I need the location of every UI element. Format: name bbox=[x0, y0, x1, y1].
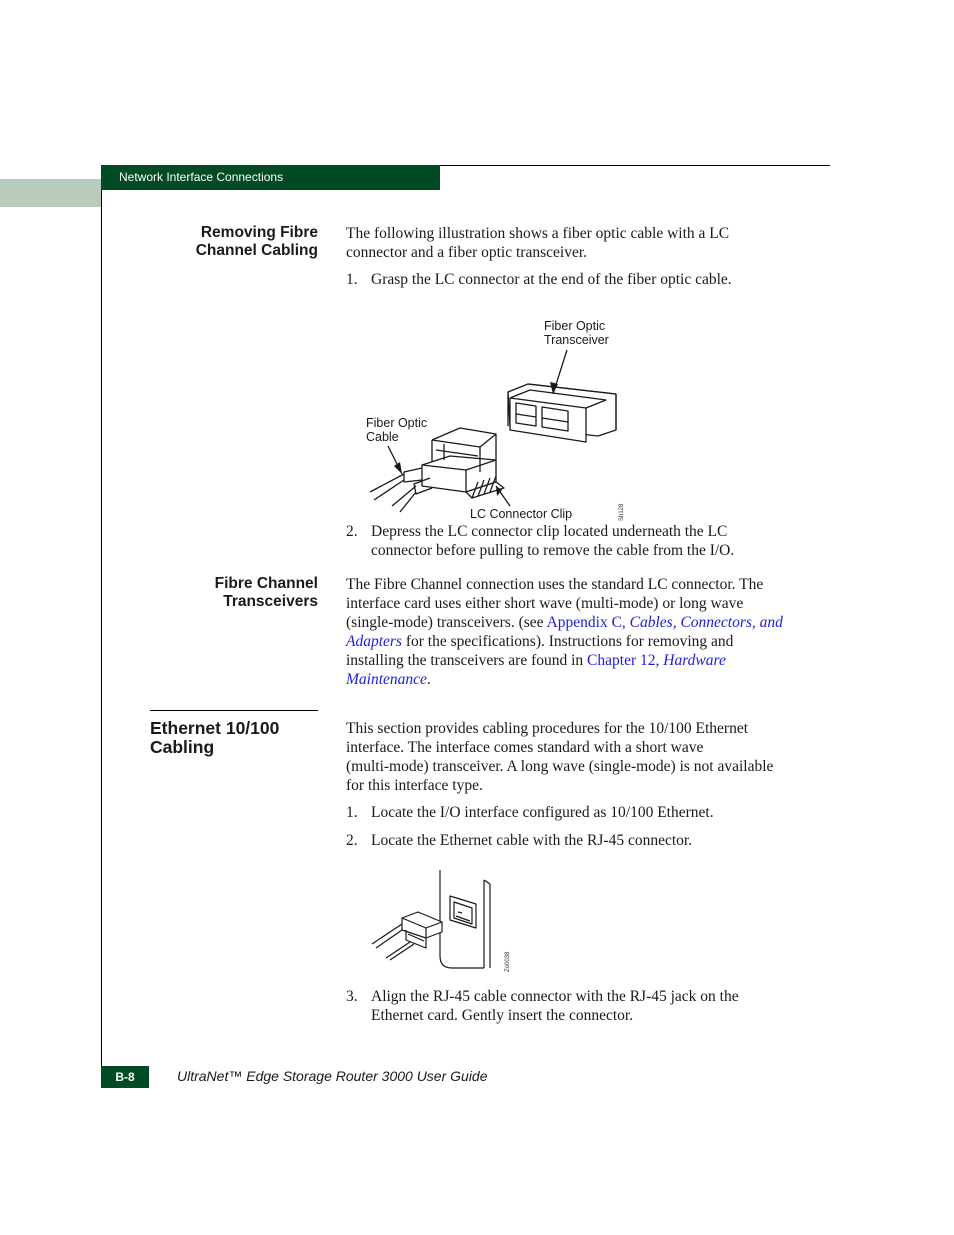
section-header: Network Interface Connections bbox=[101, 165, 440, 190]
label-fiber-optic-transceiver bbox=[544, 319, 609, 347]
text-run: for the specifications). Instructions for removing and bbox=[401, 633, 734, 650]
margin-rule bbox=[101, 190, 102, 1088]
step-text: Ethernet card. Gently insert the connector. bbox=[371, 1007, 634, 1024]
figure-code: Sh128 bbox=[619, 503, 625, 521]
step-text: Locate the Ethernet cable with the RJ-45 connector. bbox=[371, 832, 693, 849]
text-line bbox=[346, 632, 824, 651]
ethernet-step-3 bbox=[346, 987, 824, 1025]
appendix-c-link-continued[interactable]: Adapters bbox=[346, 633, 402, 650]
appendix-c-link[interactable] bbox=[547, 614, 783, 631]
heading-line: Transceivers bbox=[223, 593, 318, 610]
label-line: Transceiver bbox=[544, 333, 609, 347]
section-rule bbox=[150, 710, 318, 711]
step-text: connector before pulling to remove the cable from the I/O. bbox=[371, 542, 735, 559]
heading-line: Ethernet 10/100 bbox=[150, 718, 280, 738]
link-text: Appendix C, bbox=[546, 614, 630, 631]
step-number: 2. bbox=[346, 523, 358, 540]
transceivers-paragraph bbox=[346, 575, 824, 689]
text-line: The following illustration shows a fiber optic cable with a LC bbox=[346, 225, 730, 242]
rj45-illustration bbox=[370, 868, 520, 976]
ethernet-paragraph bbox=[346, 719, 824, 795]
text-line: interface card uses either short wave (multi-mode) or long wave bbox=[346, 595, 744, 612]
label-lc-connector-clip: LC Connector Clip bbox=[470, 507, 573, 521]
text-run: (single-mode) transceivers. (see bbox=[346, 614, 547, 631]
removing-step-2 bbox=[346, 522, 824, 560]
heading-line: Cabling bbox=[150, 736, 215, 757]
ethernet-step-1 bbox=[346, 803, 824, 822]
heading-line: Fibre Channel bbox=[214, 575, 318, 592]
step-number: 1. bbox=[346, 271, 358, 288]
label-fiber-optic-cable bbox=[366, 416, 427, 444]
step-text: Align the RJ-45 cable connector with the RJ-45 jack on the bbox=[371, 988, 739, 1005]
step-number: 1. bbox=[346, 804, 358, 821]
label-line: Cable bbox=[366, 430, 399, 444]
text-line: for this interface type. bbox=[346, 777, 483, 794]
text-line: (multi-mode) transceiver. A long wave (single-mode) is not available bbox=[346, 758, 774, 775]
document-title: UltraNet™ Edge Storage Router 3000 User Guide bbox=[177, 1068, 488, 1084]
step-number: 2. bbox=[346, 832, 358, 849]
step-text: Locate the I/O interface configured as 10/100 Ethernet. bbox=[371, 804, 714, 821]
header-rule bbox=[440, 165, 830, 166]
link-title: Cables, Connectors, and bbox=[629, 614, 783, 631]
text-line: This section provides cabling procedures for the 10/100 Ethernet bbox=[346, 720, 749, 737]
chapter-12-link[interactable] bbox=[587, 652, 726, 669]
label-line: Fiber Optic bbox=[544, 319, 606, 333]
label-line: Fiber Optic bbox=[366, 416, 428, 430]
chapter-12-link-continued[interactable]: Maintenance bbox=[346, 671, 427, 688]
ethernet-step-2 bbox=[346, 831, 824, 850]
text-run: . bbox=[426, 671, 431, 688]
heading-ethernet-cabling bbox=[150, 719, 370, 756]
text-line: connector and a fiber optic transceiver. bbox=[346, 244, 587, 261]
header-tab bbox=[0, 179, 101, 207]
heading-fibre-channel-transceivers bbox=[98, 575, 318, 611]
link-title: Hardware bbox=[663, 652, 726, 669]
step-number: 3. bbox=[346, 988, 358, 1005]
text-line: The Fibre Channel connection uses the standard LC connector. The bbox=[346, 576, 764, 593]
text-line bbox=[346, 651, 824, 670]
text-run: installing the transceivers are found in bbox=[346, 652, 588, 669]
step-text: Depress the LC connector clip located underneath the LC bbox=[371, 523, 728, 540]
page-number: B-8 bbox=[101, 1066, 149, 1088]
ethernet-figure bbox=[370, 868, 520, 976]
heading-line: Channel Cabling bbox=[195, 242, 318, 259]
heading-removing-fibre bbox=[98, 224, 318, 260]
heading-line: Removing Fibre bbox=[200, 224, 318, 241]
link-text: Chapter 12, bbox=[587, 652, 664, 669]
removing-step-1 bbox=[346, 270, 824, 289]
figure-code: Zo0038 bbox=[505, 951, 511, 972]
text-line: interface. The interface comes standard with a short wave bbox=[346, 739, 704, 756]
removing-intro bbox=[346, 224, 824, 262]
fiber-optic-figure bbox=[360, 310, 650, 525]
text-line bbox=[346, 670, 824, 689]
text-line bbox=[346, 613, 824, 632]
step-text: Grasp the LC connector at the end of the fiber optic cable. bbox=[371, 271, 732, 288]
